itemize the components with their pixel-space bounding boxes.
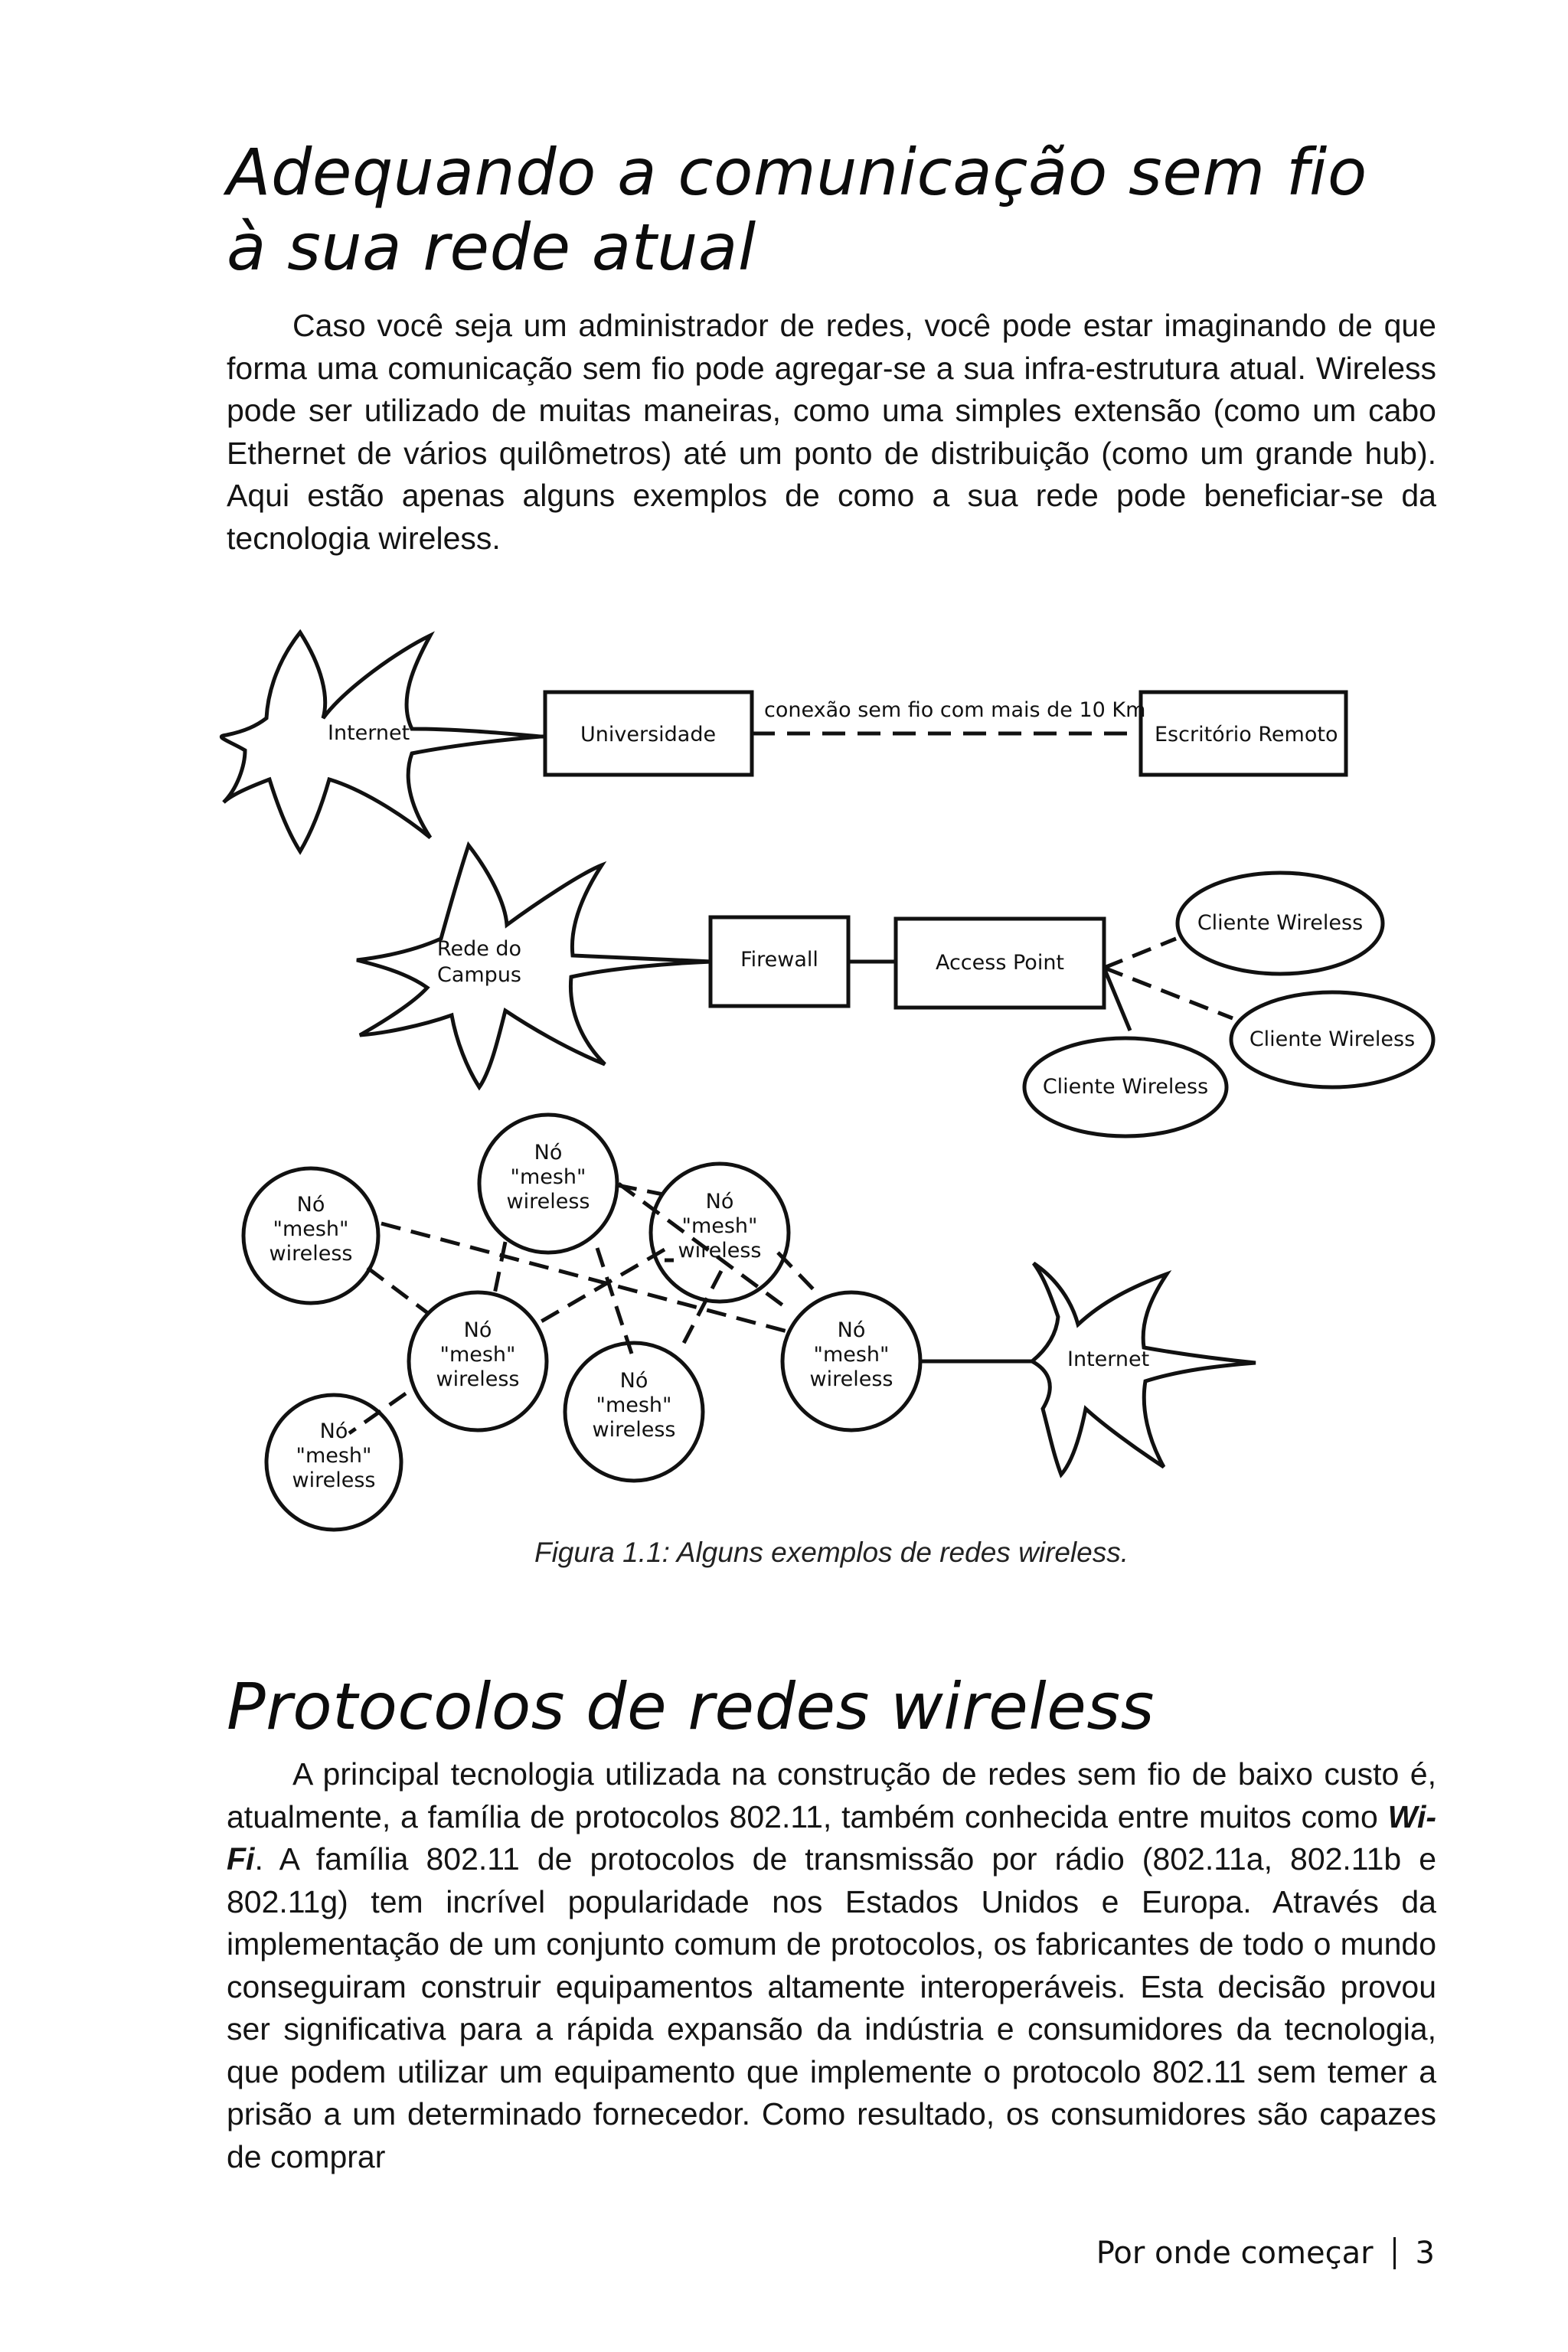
wifi-emphasis: Wi-Fi (227, 1798, 1436, 1877)
mesh-label-4a: Nó (463, 1318, 492, 1342)
footer-separator (1393, 2237, 1396, 2269)
mesh-label-6c: wireless (292, 1468, 376, 1492)
universidade-label: Universidade (580, 723, 717, 746)
mesh-label-3b: "mesh" (681, 1214, 758, 1238)
mesh-label-2c: wireless (506, 1190, 590, 1214)
chapter-name: Por onde começar (1096, 2236, 1374, 2271)
protocols-paragraph (227, 1753, 1436, 2178)
section-title: Adequando a comunicação sem fio à sua rede atual (227, 135, 1367, 285)
mesh-label-7b: "mesh" (813, 1343, 890, 1367)
mesh-label-2a: Nó (534, 1141, 563, 1165)
mesh-label-3c: wireless (678, 1239, 762, 1263)
mesh-label-7c: wireless (809, 1367, 893, 1391)
protocols-text-before: A principal tecnologia utilizada na construção de redes sem fio de baixo custo é, atualmente, a família de protocolos 802.11, também conhecida entre muitos como (227, 1756, 1436, 1834)
campus-label-line2: Campus (436, 963, 522, 987)
figure-caption: Figura 1.1: Alguns exemplos de redes wireless. (534, 1537, 1129, 1568)
page-number: 3 (1415, 2236, 1435, 2271)
campus-label-line1: Rede do (436, 937, 522, 961)
mesh-label-1a: Nó (296, 1193, 325, 1217)
escritorio-label: Escritório Remoto (1155, 723, 1338, 746)
mesh-label-7a: Nó (837, 1318, 866, 1342)
mesh-label-4c: wireless (436, 1367, 520, 1391)
page-footer (1096, 2234, 1435, 2272)
mesh-label-3a: Nó (705, 1190, 734, 1214)
internet-label-top: Internet (328, 721, 410, 745)
mesh-label-5b: "mesh" (596, 1393, 672, 1417)
access-point-label: Access Point (935, 951, 1065, 975)
protocols-text-after: . A família 802.11 de protocolos de transmissão por rádio (802.11a, 802.11b e 802.11g) tem incrível popularidade nos Estados Unidos e Europa. Através da implementação de um conjunto comum de protocolos, os fabricantes de todo o mundo conseguiram construir equipamentos altamente interoperáveis. Esta decisão provou ser significativa para a rápida expansão da indústria e consumidores da tecnologia, que podem utilizar um equipamento que implemente o protocolo 802.11 sem temer a prisão a um determinado fornecedor. Como resultado, os consumidores são capazes de comprar (227, 1841, 1436, 2174)
internet-label-bottom: Internet (1067, 1348, 1150, 1371)
mesh-label-4b: "mesh" (439, 1343, 516, 1367)
mesh-label-5a: Nó (619, 1369, 648, 1393)
mesh-label-6a: Nó (319, 1419, 348, 1443)
link-label: conexão sem fio com mais de 10 Km (764, 698, 1146, 722)
intro-paragraph: Caso você seja um administrador de redes, você pode estar imaginando de que forma uma comunicação sem fio pode agregar-se a sua infra-estrutura atual. Wireless pode ser utilizado de muitas maneiras, como uma simples extensão (como um cabo Ethernet de vários quilômetros) até um ponto de distribuição (como um grande hub). Aqui estão apenas alguns exemplos de como a sua rede pode beneficiar-se da tecnologia wireless. (227, 308, 1436, 556)
client-label-1: Cliente Wireless (1197, 911, 1364, 935)
mesh-label-1c: wireless (269, 1242, 353, 1266)
mesh-label-2b: "mesh" (510, 1165, 586, 1189)
section-title-protocols: Protocolos de redes wireless (227, 1669, 1155, 1744)
client-label-3: Cliente Wireless (1042, 1075, 1209, 1099)
mesh-label-1b: "mesh" (273, 1217, 349, 1241)
mesh-label-6b: "mesh" (296, 1444, 372, 1468)
client-label-2: Cliente Wireless (1249, 1027, 1416, 1051)
mesh-label-5c: wireless (592, 1418, 676, 1442)
campus-cloud (357, 845, 712, 1087)
firewall-label: Firewall (740, 948, 818, 972)
